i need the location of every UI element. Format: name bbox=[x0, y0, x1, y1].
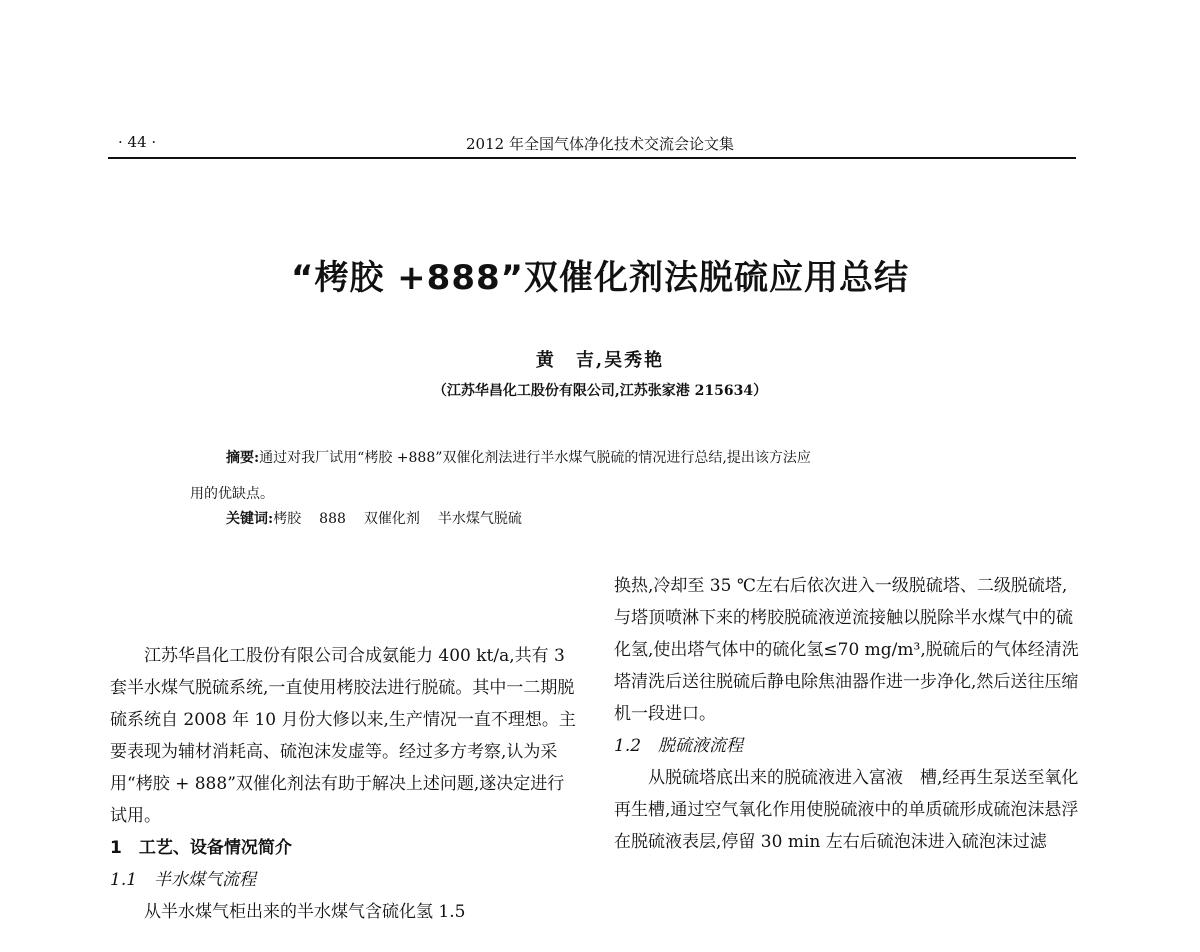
keyword: 栲胶 bbox=[273, 511, 302, 527]
abstract-line-2: 用的优缺点。 bbox=[190, 486, 274, 502]
running-title: 2012 年全国气体净化技术交流会论文集 bbox=[466, 135, 734, 153]
abstract-line-1 bbox=[190, 440, 1010, 476]
left-column bbox=[110, 640, 578, 928]
keywords-label: 关键词: bbox=[226, 511, 274, 527]
paragraph-continued: 换热,冷却至 35 ℃左右后依次进入一级脱硫塔、二级脱硫塔,与塔顶喷淋下来的栲胶脱硫液逆流接触以脱除半水煤气中的硫化氢,使出塔气体中的硫化氢≤70 mg/m³,脱硫后的气体经清洗塔清洗后送往脱硫后静电除焦油器作进一步净化,然后送往压缩机一段进口。 bbox=[614, 576, 1079, 724]
affiliation: （江苏华昌化工股份有限公司,江苏张家港 215634） bbox=[432, 383, 768, 399]
section-heading-1-2: 1.2 脱硫液流程 bbox=[614, 736, 744, 756]
abstract bbox=[190, 440, 1010, 512]
keywords bbox=[226, 508, 540, 528]
keyword: 半水煤气脱硫 bbox=[437, 511, 522, 527]
abstract-label: 摘要: bbox=[226, 450, 260, 466]
header-rule bbox=[108, 157, 1076, 159]
intro-paragraph: 江苏华昌化工股份有限公司合成氨能力 400 kt/a,共有 3 套半水煤气脱硫系统,一直使用栲胶法进行脱硫。其中一二期脱硫系统自 2008 年 10 月份大修以来,生产情况一直不理想。主要表现为辅材消耗高、硫泡沫发虚等。经过多方考察,认为采用“栲胶 + 888”双催化剂法有助于解决上述问题,遂决定进行试用。 bbox=[110, 646, 576, 826]
page-number: · 44 · bbox=[118, 133, 157, 151]
right-column bbox=[614, 570, 1080, 858]
keyword: 双催化剂 bbox=[363, 511, 420, 527]
keyword: 888 bbox=[319, 511, 346, 527]
paragraph-1-2: 从脱硫塔底出来的脱硫液进入富液 槽,经再生泵送至氧化再生槽,通过空气氧化作用使脱硫液中的单质硫形成硫泡沫悬浮在脱硫液表层,停留 30 min 左右后硫泡沫进入硫泡沫过滤 bbox=[614, 768, 1079, 852]
paragraph-1-1: 从半水煤气柜出来的半水煤气含硫化氢 1.5 bbox=[144, 902, 466, 922]
paper-title: “栲胶 +888”双催化剂法脱硫应用总结 bbox=[291, 258, 909, 298]
abstract-text-1: 通过对我厂试用“栲胶 +888”双催化剂法进行半水煤气脱硫的情况进行总结,提出该方法应 bbox=[259, 450, 811, 466]
section-heading-1: 1 工艺、设备情况简介 bbox=[110, 838, 292, 858]
section-heading-1-1: 1.1 半水煤气流程 bbox=[110, 870, 257, 890]
authors: 黄 吉,吴秀艳 bbox=[535, 350, 665, 371]
